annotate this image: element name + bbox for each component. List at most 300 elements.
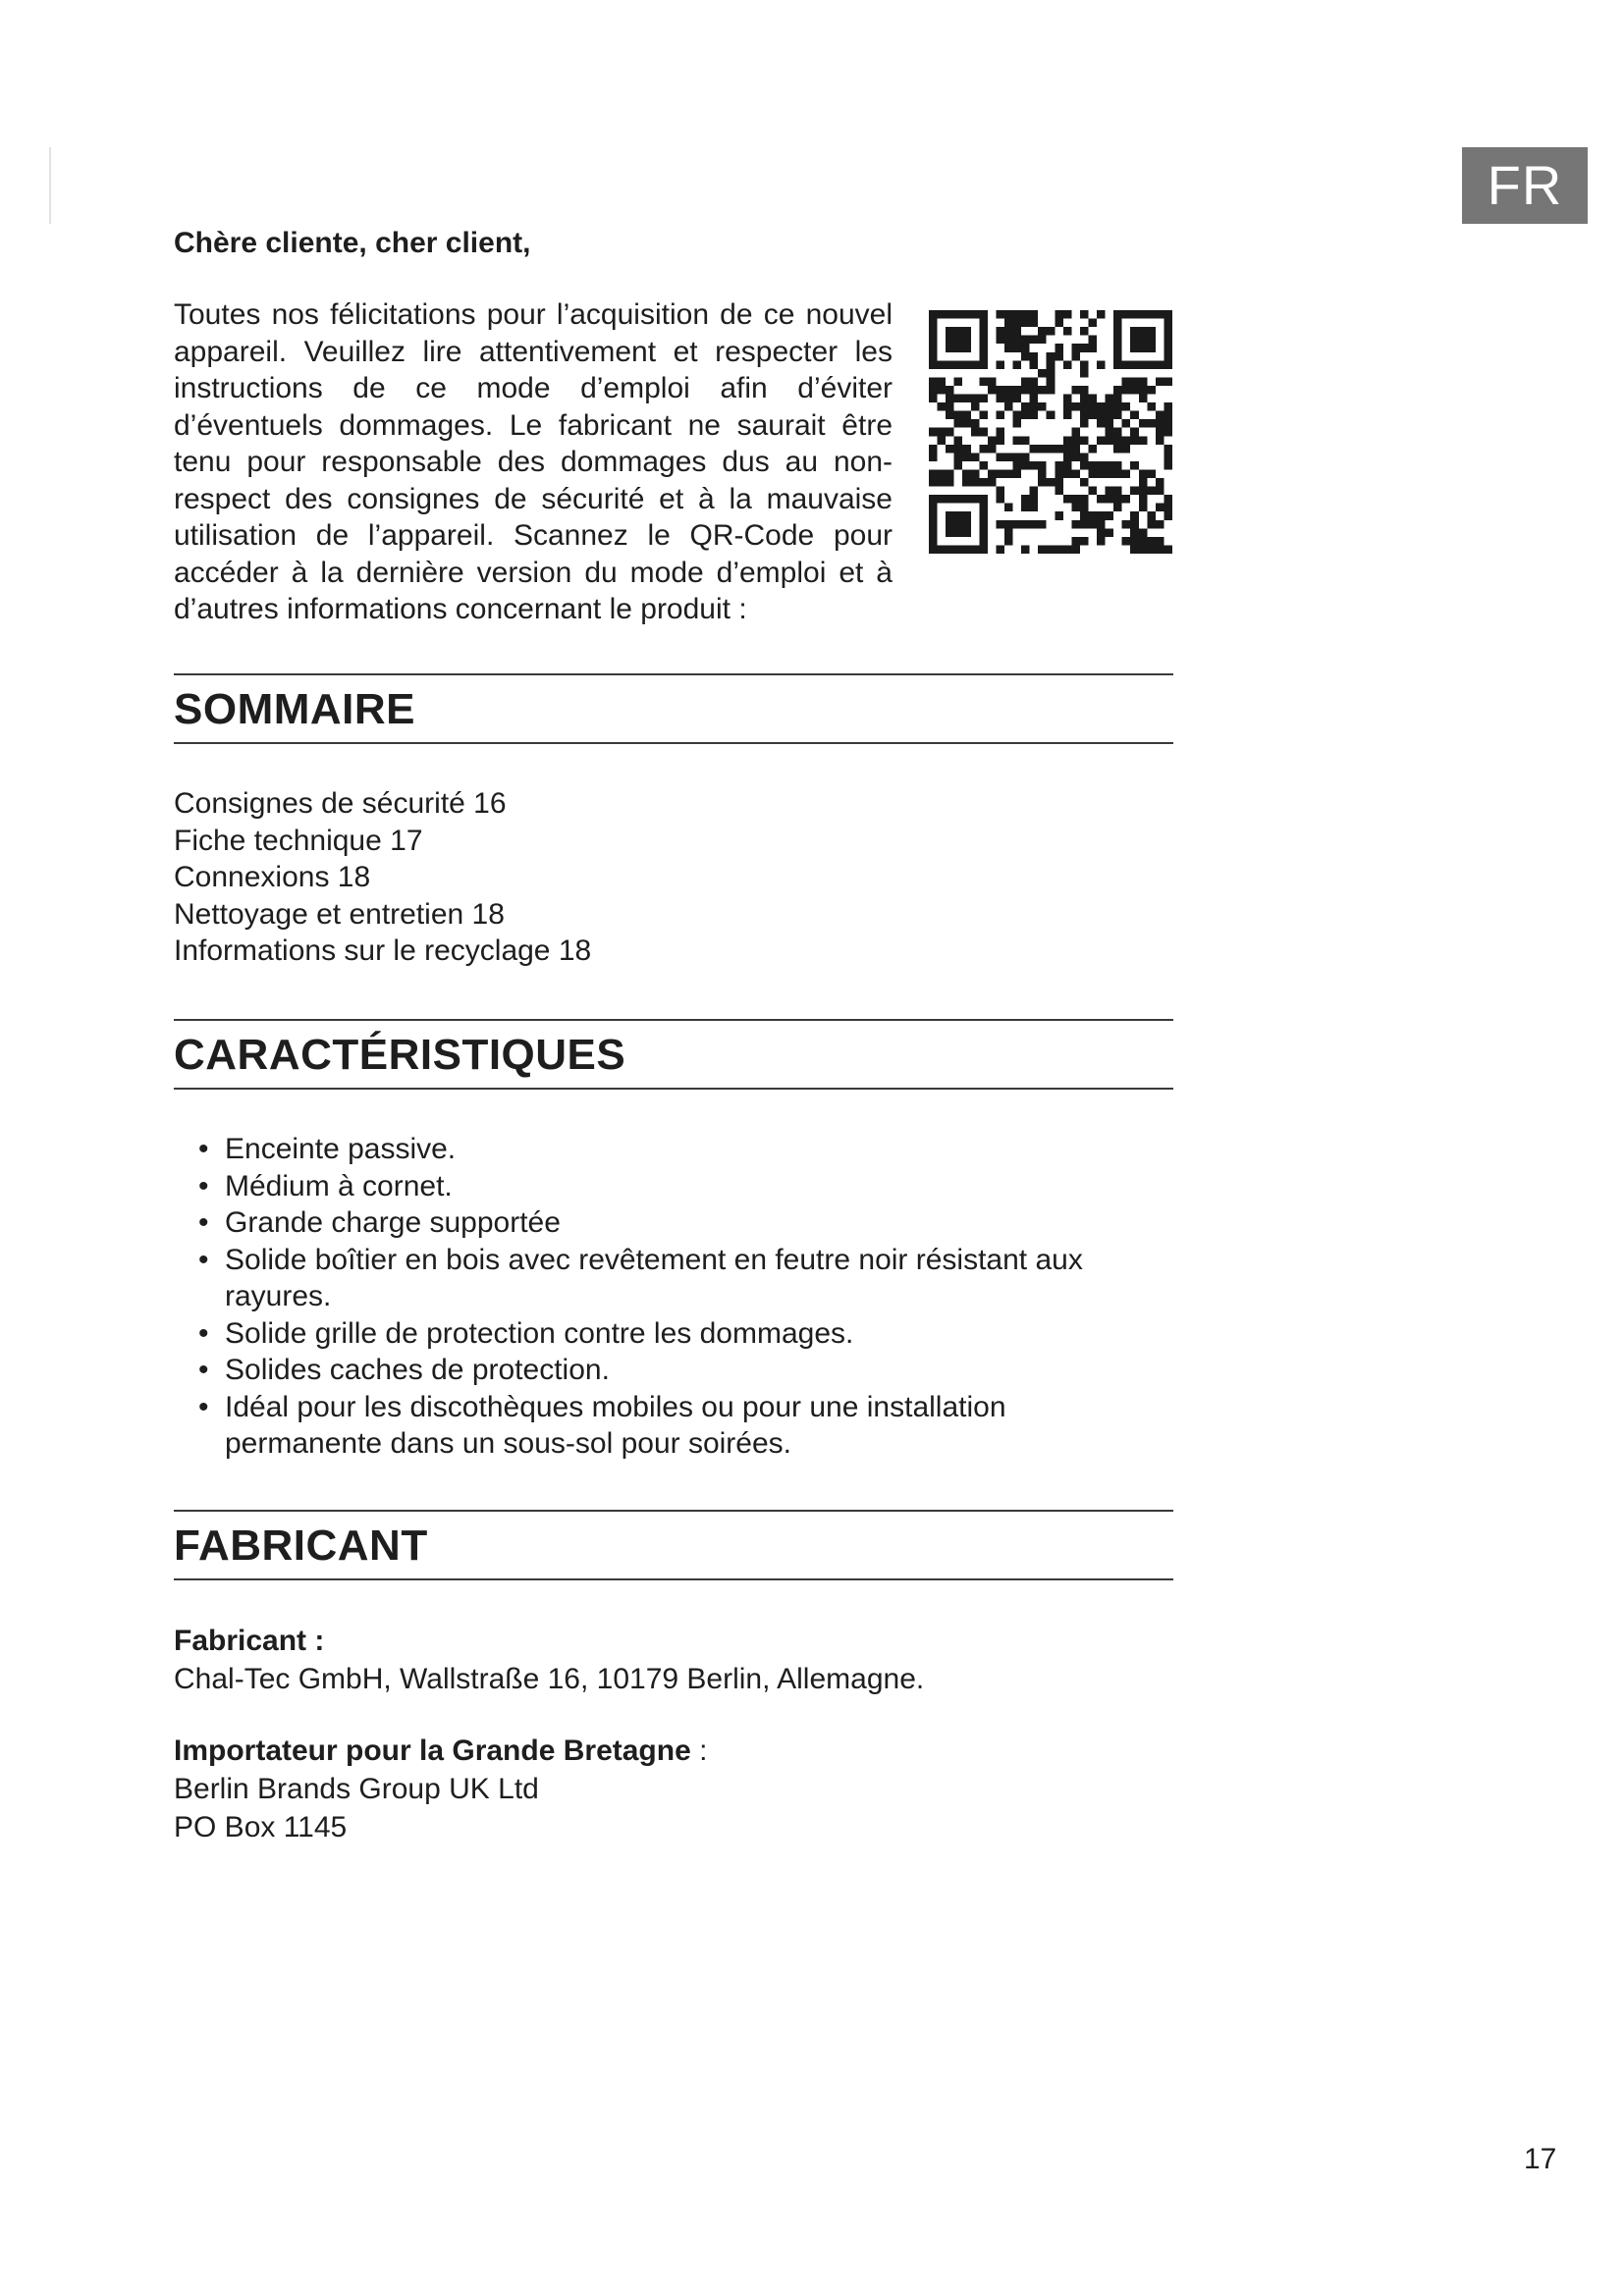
qr-module bbox=[1030, 402, 1039, 411]
qr-module bbox=[1130, 520, 1139, 529]
qr-module bbox=[946, 520, 954, 529]
qr-module bbox=[979, 545, 988, 554]
qr-module bbox=[1080, 402, 1089, 411]
qr-module bbox=[1063, 469, 1072, 478]
qr-module bbox=[1055, 352, 1063, 361]
qr-module bbox=[1063, 310, 1072, 319]
qr-module bbox=[1122, 360, 1131, 369]
qr-module bbox=[1122, 377, 1131, 386]
qr-module bbox=[954, 528, 963, 537]
qr-module bbox=[1021, 319, 1030, 328]
qr-module bbox=[946, 344, 954, 352]
qr-module bbox=[1147, 545, 1156, 554]
qr-module bbox=[946, 386, 954, 395]
qr-module bbox=[1147, 537, 1156, 546]
qr-module bbox=[1164, 336, 1172, 345]
qr-module bbox=[1097, 469, 1106, 478]
qr-module bbox=[946, 545, 954, 554]
qr-module bbox=[946, 360, 954, 369]
qr-module bbox=[1047, 445, 1056, 454]
qr-module bbox=[1047, 411, 1056, 420]
qr-module bbox=[1088, 445, 1097, 454]
qr-module bbox=[1021, 386, 1030, 395]
qr-module bbox=[1130, 344, 1139, 352]
toc-item[interactable]: Nettoyage et entretien 18 bbox=[174, 897, 505, 931]
qr-module bbox=[938, 545, 947, 554]
qr-module bbox=[1147, 511, 1156, 520]
qr-module bbox=[929, 537, 938, 546]
qr-module bbox=[954, 344, 963, 352]
qr-module bbox=[962, 360, 971, 369]
qr-module bbox=[979, 528, 988, 537]
qr-module bbox=[1030, 386, 1039, 395]
qr-module bbox=[1030, 411, 1039, 420]
qr-module bbox=[1113, 360, 1122, 369]
qr-module bbox=[1071, 537, 1080, 546]
qr-module bbox=[962, 327, 971, 336]
qr-module bbox=[1130, 461, 1139, 470]
qr-module bbox=[1130, 377, 1139, 386]
qr-module bbox=[1080, 461, 1089, 470]
qr-module bbox=[1038, 520, 1047, 529]
qr-module bbox=[1164, 377, 1172, 386]
importer-line: Berlin Brands Group UK Ltd bbox=[174, 1773, 539, 1805]
qr-module bbox=[1080, 386, 1089, 395]
qr-module bbox=[1030, 495, 1039, 504]
qr-module bbox=[979, 504, 988, 512]
qr-module bbox=[979, 327, 988, 336]
qr-module bbox=[1113, 428, 1122, 437]
qr-module bbox=[1130, 411, 1139, 420]
qr-module bbox=[988, 445, 997, 454]
qr-module bbox=[1122, 310, 1131, 319]
qr-module bbox=[946, 411, 954, 420]
qr-module bbox=[971, 469, 980, 478]
qr-module bbox=[946, 478, 954, 487]
qr-module bbox=[1139, 395, 1148, 403]
qr-module bbox=[1063, 327, 1072, 336]
fabricant-section bbox=[174, 1510, 1173, 1580]
qr-module bbox=[938, 377, 947, 386]
qr-module bbox=[979, 352, 988, 361]
qr-module bbox=[1122, 436, 1131, 445]
qr-module bbox=[1004, 327, 1013, 336]
qr-module bbox=[1055, 319, 1063, 328]
qr-module bbox=[1097, 537, 1106, 546]
qr-module bbox=[1147, 469, 1156, 478]
qr-module bbox=[1047, 478, 1056, 487]
qr-module bbox=[1063, 461, 1072, 470]
qr-module bbox=[1139, 377, 1148, 386]
qr-module bbox=[1038, 386, 1047, 395]
qr-module bbox=[1063, 395, 1072, 403]
qr-module bbox=[996, 495, 1004, 504]
qr-module bbox=[1139, 386, 1148, 395]
qr-module bbox=[1164, 511, 1172, 520]
qr-module bbox=[946, 310, 954, 319]
qr-module bbox=[971, 310, 980, 319]
qr-module bbox=[962, 453, 971, 461]
qr-module bbox=[1021, 504, 1030, 512]
sommaire-title: SOMMAIRE bbox=[174, 685, 415, 733]
qr-module bbox=[954, 411, 963, 420]
qr-module bbox=[1004, 469, 1013, 478]
qr-module bbox=[946, 495, 954, 504]
qr-module bbox=[1139, 344, 1148, 352]
qr-module bbox=[1113, 344, 1122, 352]
qr-module bbox=[1021, 352, 1030, 361]
qr-module bbox=[979, 461, 988, 470]
qr-module bbox=[1004, 319, 1013, 328]
list-item: • Médium à cornet. bbox=[174, 1168, 1116, 1205]
qr-module bbox=[1156, 504, 1164, 512]
qr-module bbox=[1156, 310, 1164, 319]
qr-module bbox=[962, 445, 971, 454]
qr-module bbox=[962, 310, 971, 319]
qr-module bbox=[1004, 453, 1013, 461]
qr-module bbox=[954, 511, 963, 520]
qr-module bbox=[1097, 511, 1106, 520]
qr-module bbox=[1080, 520, 1089, 529]
qr-module bbox=[1122, 469, 1131, 478]
qr-module bbox=[954, 461, 963, 470]
qr-module bbox=[1071, 386, 1080, 395]
qr-module bbox=[1080, 511, 1089, 520]
qr-module bbox=[929, 545, 938, 554]
list-item: • Grande charge supportée bbox=[174, 1204, 1116, 1242]
qr-module bbox=[979, 310, 988, 319]
qr-module bbox=[1080, 504, 1089, 512]
qr-module bbox=[1088, 395, 1097, 403]
qr-module bbox=[1130, 528, 1139, 537]
qr-module bbox=[1113, 336, 1122, 345]
qr-module bbox=[929, 360, 938, 369]
qr-module bbox=[1030, 504, 1039, 512]
caracteristiques-title: CARACTÉRISTIQUES bbox=[174, 1031, 626, 1079]
manufacturer-info bbox=[174, 1622, 924, 1698]
qr-module bbox=[1106, 436, 1114, 445]
qr-module bbox=[946, 528, 954, 537]
qr-module bbox=[962, 336, 971, 345]
qr-module bbox=[1139, 487, 1148, 496]
qr-module bbox=[1047, 360, 1056, 369]
qr-module bbox=[996, 469, 1004, 478]
qr-module bbox=[971, 419, 980, 428]
qr-module bbox=[996, 487, 1004, 496]
qr-module bbox=[1164, 545, 1172, 554]
qr-module bbox=[1122, 495, 1131, 504]
qr-module bbox=[954, 495, 963, 504]
qr-module bbox=[962, 478, 971, 487]
margin-rule bbox=[49, 147, 51, 224]
qr-module bbox=[1156, 537, 1164, 546]
qr-module bbox=[1130, 336, 1139, 345]
qr-module bbox=[1047, 352, 1056, 361]
qr-module bbox=[954, 310, 963, 319]
qr-module bbox=[1130, 537, 1139, 546]
qr-module bbox=[1122, 386, 1131, 395]
qr-module bbox=[971, 395, 980, 403]
qr-module bbox=[971, 402, 980, 411]
qr-module bbox=[1013, 310, 1022, 319]
qr-module bbox=[979, 395, 988, 403]
qr-module bbox=[1139, 469, 1148, 478]
qr-module bbox=[1164, 402, 1172, 411]
qr-module bbox=[1139, 478, 1148, 487]
qr-module bbox=[988, 386, 997, 395]
qr-module bbox=[1071, 344, 1080, 352]
qr-module bbox=[954, 395, 963, 403]
qr-module bbox=[1047, 327, 1056, 336]
qr-module bbox=[1047, 545, 1056, 554]
qr-module bbox=[962, 495, 971, 504]
qr-module bbox=[979, 428, 988, 437]
toc-item[interactable]: Informations sur le recyclage 18 bbox=[174, 934, 592, 967]
qr-module bbox=[1156, 428, 1164, 437]
qr-module bbox=[938, 495, 947, 504]
page-number: 17 bbox=[1524, 2143, 1557, 2175]
qr-module bbox=[1063, 545, 1072, 554]
qr-module bbox=[1004, 386, 1013, 395]
qr-module bbox=[1013, 453, 1022, 461]
qr-module bbox=[1139, 537, 1148, 546]
qr-module bbox=[1113, 395, 1122, 403]
qr-module bbox=[1164, 319, 1172, 328]
importer-heading bbox=[174, 1732, 707, 1770]
qr-module bbox=[1021, 545, 1030, 554]
qr-module bbox=[929, 478, 938, 487]
qr-module bbox=[946, 469, 954, 478]
qr-module bbox=[1080, 537, 1089, 546]
qr-module bbox=[1106, 411, 1114, 420]
qr-module bbox=[1139, 495, 1148, 504]
qr-module bbox=[1030, 395, 1039, 403]
qr-module bbox=[1030, 377, 1039, 386]
qr-module bbox=[979, 495, 988, 504]
qr-module bbox=[1156, 436, 1164, 445]
qr-module bbox=[971, 428, 980, 437]
qr-module bbox=[1063, 453, 1072, 461]
qr-module bbox=[1021, 520, 1030, 529]
qr-module bbox=[1038, 461, 1047, 470]
qr-module bbox=[938, 436, 947, 445]
qr-module bbox=[1088, 402, 1097, 411]
qr-module bbox=[1097, 520, 1106, 529]
qr-module bbox=[929, 428, 938, 437]
qr-module bbox=[962, 520, 971, 529]
qr-module bbox=[938, 310, 947, 319]
qr-module bbox=[1030, 520, 1039, 529]
qr-module bbox=[1147, 487, 1156, 496]
qr-module bbox=[1055, 545, 1063, 554]
qr-module bbox=[1122, 402, 1131, 411]
manufacturer-label: Fabricant : bbox=[174, 1625, 325, 1657]
qr-module bbox=[1055, 487, 1063, 496]
caracteristiques-header bbox=[174, 1019, 1173, 1090]
qr-module bbox=[1139, 436, 1148, 445]
qr-module bbox=[962, 419, 971, 428]
qr-module bbox=[1080, 495, 1089, 504]
qr-module bbox=[1113, 504, 1122, 512]
qr-module bbox=[1156, 411, 1164, 420]
qr-module bbox=[1038, 369, 1047, 378]
qr-module bbox=[938, 386, 947, 395]
toc-item[interactable]: Fiche technique 17 bbox=[174, 824, 423, 857]
toc-item[interactable]: Connexions 18 bbox=[174, 861, 371, 893]
qr-module bbox=[946, 336, 954, 345]
qr-module bbox=[996, 386, 1004, 395]
qr-module bbox=[979, 511, 988, 520]
qr-module bbox=[1080, 478, 1089, 487]
qr-module bbox=[979, 336, 988, 345]
qr-module bbox=[1030, 352, 1039, 361]
qr-module bbox=[929, 504, 938, 512]
qr-module bbox=[1097, 310, 1106, 319]
qr-module bbox=[962, 469, 971, 478]
qr-module bbox=[988, 377, 997, 386]
table-of-contents bbox=[174, 785, 591, 970]
qr-module bbox=[962, 395, 971, 403]
qr-module bbox=[946, 511, 954, 520]
greeting: Chère cliente, cher client, bbox=[174, 227, 531, 259]
qr-module bbox=[996, 545, 1004, 554]
qr-module bbox=[1113, 445, 1122, 454]
qr-module bbox=[1088, 411, 1097, 420]
qr-module bbox=[1004, 528, 1013, 537]
qr-module bbox=[1055, 344, 1063, 352]
qr-module bbox=[1156, 520, 1164, 529]
qr-module bbox=[1038, 336, 1047, 345]
qr-module bbox=[1097, 402, 1106, 411]
qr-module bbox=[1164, 310, 1172, 319]
qr-module bbox=[1088, 520, 1097, 529]
qr-module bbox=[1106, 469, 1114, 478]
qr-module bbox=[962, 344, 971, 352]
qr-module bbox=[954, 436, 963, 445]
qr-module bbox=[929, 445, 938, 454]
qr-module bbox=[1004, 520, 1013, 529]
list-item: • Solide grille de protection contre les dommages. bbox=[174, 1315, 1116, 1353]
qr-module bbox=[1013, 461, 1022, 470]
qr-module bbox=[1122, 419, 1131, 428]
qr-module bbox=[1004, 402, 1013, 411]
qr-module bbox=[1097, 528, 1106, 537]
qr-module bbox=[929, 377, 938, 386]
qr-module bbox=[1080, 411, 1089, 420]
qr-module bbox=[1164, 352, 1172, 361]
qr-module bbox=[1055, 478, 1063, 487]
qr-module bbox=[996, 520, 1004, 529]
qr-module bbox=[1106, 419, 1114, 428]
caracteristiques-section bbox=[174, 1019, 1173, 1090]
qr-module bbox=[1164, 327, 1172, 336]
list-item: • Idéal pour les discothèques mobiles ou pour une installation permanente dans un sous-sol pour soirées. bbox=[174, 1389, 1116, 1463]
qr-module bbox=[1038, 478, 1047, 487]
qr-code-icon[interactable] bbox=[929, 310, 1172, 554]
qr-module bbox=[938, 360, 947, 369]
qr-module bbox=[1004, 395, 1013, 403]
qr-module bbox=[1071, 428, 1080, 437]
qr-module bbox=[988, 469, 997, 478]
qr-module bbox=[1106, 428, 1114, 437]
qr-module bbox=[1147, 520, 1156, 529]
qr-module bbox=[1130, 511, 1139, 520]
list-item: • Enceinte passive. bbox=[174, 1131, 1116, 1168]
qr-module bbox=[1156, 545, 1164, 554]
qr-module bbox=[971, 360, 980, 369]
qr-module bbox=[1164, 445, 1172, 454]
qr-module bbox=[1130, 310, 1139, 319]
qr-module bbox=[1113, 436, 1122, 445]
qr-module bbox=[929, 469, 938, 478]
toc-item[interactable]: Consignes de sécurité 16 bbox=[174, 787, 507, 820]
qr-module bbox=[996, 327, 1004, 336]
qr-module bbox=[988, 436, 997, 445]
qr-module bbox=[954, 377, 963, 386]
qr-module bbox=[1004, 504, 1013, 512]
qr-module bbox=[1139, 327, 1148, 336]
qr-module bbox=[1071, 495, 1080, 504]
qr-module bbox=[1113, 411, 1122, 420]
qr-module bbox=[996, 453, 1004, 461]
qr-module bbox=[1164, 419, 1172, 428]
qr-module bbox=[1164, 428, 1172, 437]
qr-module bbox=[1130, 545, 1139, 554]
qr-module bbox=[1080, 395, 1089, 403]
qr-module bbox=[1130, 386, 1139, 395]
language-badge: FR bbox=[1462, 147, 1588, 224]
qr-module bbox=[1088, 511, 1097, 520]
qr-module bbox=[929, 336, 938, 345]
qr-module bbox=[962, 511, 971, 520]
qr-module bbox=[1038, 545, 1047, 554]
qr-module bbox=[1013, 327, 1022, 336]
qr-module bbox=[1030, 310, 1039, 319]
qr-module bbox=[929, 327, 938, 336]
qr-module bbox=[1122, 537, 1131, 546]
qr-module bbox=[1071, 402, 1080, 411]
qr-module bbox=[929, 319, 938, 328]
features-list bbox=[174, 1131, 1116, 1463]
qr-module bbox=[1030, 445, 1039, 454]
qr-module bbox=[1030, 336, 1039, 345]
qr-module bbox=[929, 310, 938, 319]
qr-module bbox=[1147, 344, 1156, 352]
qr-module bbox=[1156, 419, 1164, 428]
qr-module bbox=[1021, 336, 1030, 345]
qr-module bbox=[1080, 360, 1089, 369]
qr-module bbox=[1122, 445, 1131, 454]
qr-module bbox=[1080, 419, 1089, 428]
intro-paragraph: Toutes nos félicitations pour l’acquisition de ce nouvel appareil. Veuillez lire attentivement et respecter les instructions de ce mode d’emploi afin d’éviter d’éventuels dommages. Le fabricant ne saurait être tenu pour responsable des dommages dus au non-respect des consignes de sécurité et à la mauvaise utilisation de l’appareil. Scannez le QR-Code pour accéder à la dernière version du mode d’emploi et à d’autres informations concernant le produit : bbox=[174, 298, 893, 625]
qr-module bbox=[1113, 469, 1122, 478]
qr-module bbox=[996, 411, 1004, 420]
qr-module bbox=[979, 377, 988, 386]
qr-module bbox=[1013, 336, 1022, 345]
importer-line: PO Box 1145 bbox=[174, 1811, 348, 1843]
qr-module bbox=[996, 360, 1004, 369]
qr-module bbox=[1147, 310, 1156, 319]
qr-module bbox=[1147, 386, 1156, 395]
sommaire-section bbox=[174, 673, 1173, 744]
qr-module bbox=[1164, 411, 1172, 420]
qr-module bbox=[1038, 402, 1047, 411]
qr-module bbox=[1013, 360, 1022, 369]
qr-module bbox=[1021, 461, 1030, 470]
qr-module bbox=[1113, 495, 1122, 504]
qr-module bbox=[1004, 310, 1013, 319]
qr-module bbox=[1088, 319, 1097, 328]
